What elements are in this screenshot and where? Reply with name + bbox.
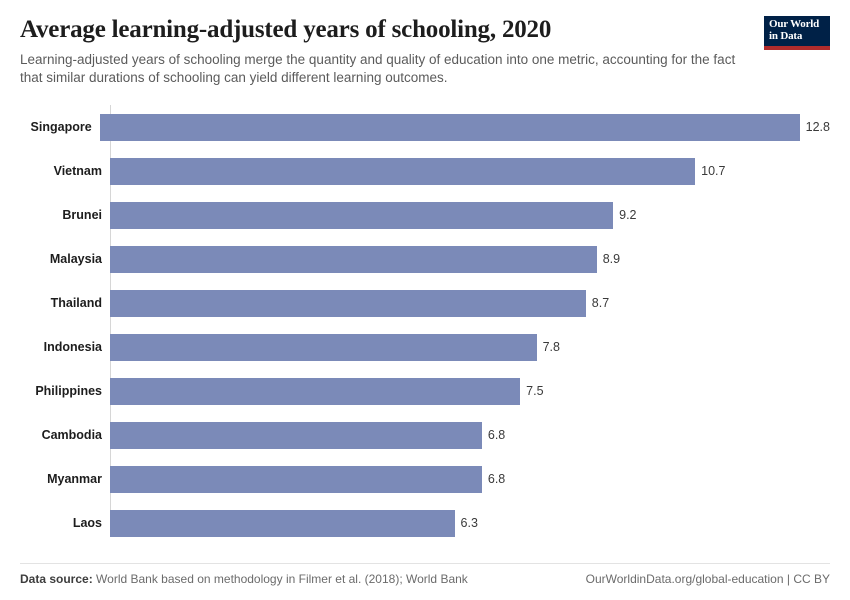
bar-row [20, 369, 830, 413]
bar-value-label: 7.8 [542, 340, 560, 355]
bar-value-label: 7.5 [526, 384, 544, 399]
bar[interactable] [110, 246, 597, 273]
data-source-label: Data source: [20, 572, 93, 586]
bar-category-label: Indonesia [43, 340, 102, 355]
bar-value-label: 6.3 [460, 516, 478, 531]
bar-value-label: 8.7 [591, 296, 610, 311]
bar-track [110, 413, 830, 457]
page-title: Average learning-adjusted years of schooling, 2020 [20, 16, 552, 43]
chart-subtitle: Learning-adjusted years of schooling merge the quantity and quality of education into one metric, accounting for the fact that similar durations of schooling can yield different learning outcomes. [20, 51, 736, 85]
bar[interactable] [110, 422, 482, 449]
bar-row [20, 325, 830, 369]
bar-category-label: Thailand [50, 296, 102, 311]
data-source-text: World Bank based on methodology in Filmer et al. (2018); World Bank [96, 572, 468, 586]
bar-category-label: Laos [72, 516, 102, 531]
bar-row [20, 105, 830, 149]
bar-track [100, 105, 830, 149]
bar-row [20, 501, 830, 545]
bar-track [110, 149, 830, 193]
bar-value-label: 8.9 [602, 252, 621, 267]
bar-row [20, 413, 830, 457]
bar-category-label: Brunei [62, 208, 102, 223]
logo-line-2: in Data [769, 29, 803, 42]
bar[interactable] [110, 290, 586, 317]
bar-row [20, 193, 830, 237]
bar[interactable] [110, 158, 695, 185]
bar-value-label: 12.8 [805, 120, 830, 135]
bar-track [110, 457, 830, 501]
bar-rows [20, 105, 830, 545]
bar-row [20, 281, 830, 325]
bar-category-label: Philippines [35, 384, 102, 399]
bar[interactable] [110, 466, 482, 493]
bar[interactable] [110, 202, 613, 229]
bar[interactable] [110, 510, 455, 537]
chart-footer [20, 563, 830, 586]
bar-row [20, 457, 830, 501]
our-world-in-data-logo[interactable] [764, 16, 830, 50]
bar-row [20, 149, 830, 193]
chart-header [20, 16, 830, 87]
bar-track [110, 281, 830, 325]
bar[interactable] [110, 334, 537, 361]
data-source [20, 572, 468, 586]
bar-category-label: Cambodia [41, 428, 102, 443]
bar-category-label: Vietnam [53, 164, 102, 179]
bar[interactable] [100, 114, 800, 141]
bar-category-label: Singapore [30, 120, 92, 135]
credit-link[interactable]: OurWorldinData.org/global-education | CC BY [585, 572, 830, 586]
bar-value-label: 9.2 [619, 208, 637, 223]
bar-row [20, 237, 830, 281]
bar-track [110, 501, 830, 545]
bar-track [110, 237, 830, 281]
logo-line-1: Our World [769, 18, 820, 30]
bar-track [110, 325, 830, 369]
bar-value-label: 6.8 [487, 428, 506, 443]
bar[interactable] [110, 378, 520, 405]
bar-track [110, 193, 830, 237]
bar-track [110, 369, 830, 413]
bar-chart [20, 105, 830, 545]
bar-value-label: 6.8 [487, 472, 506, 487]
bar-value-label: 10.7 [701, 164, 726, 179]
bar-category-label: Malaysia [49, 252, 102, 267]
bar-category-label: Myanmar [47, 472, 102, 487]
